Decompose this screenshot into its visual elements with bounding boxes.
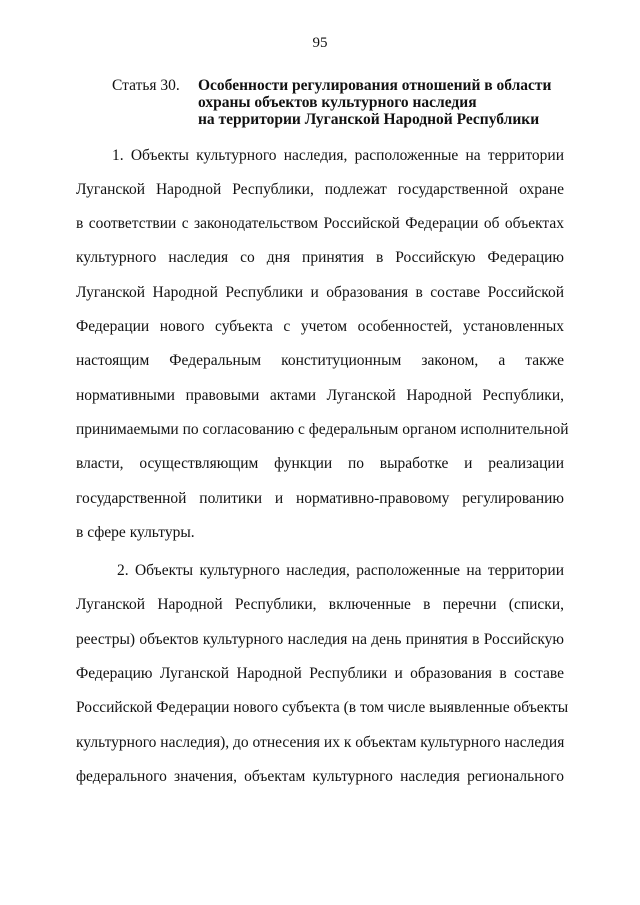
paragraph-1-line: культурного наследия со дня принятия в Российскую Федерацию: [76, 249, 564, 266]
paragraph-1-line: Луганской Народной Республики, подлежат государственной охране: [76, 181, 564, 198]
paragraph-2-line: культурного наследия), до отнесения их к объектам культурного наследия: [76, 734, 565, 751]
paragraph-2-line: Луганской Народной Республики, включенные в перечни (списки,: [76, 596, 564, 613]
paragraph-1-line: принимаемыми по согласованию с федеральным органом исполнительной: [76, 421, 569, 438]
paragraph-2-line: реестры) объектов культурного наследия на день принятия в Российскую: [76, 631, 564, 648]
paragraph-2-line: Российской Федерации нового субъекта (в том числе выявленные объекты: [76, 699, 569, 716]
paragraph-1-line: нормативными правовыми актами Луганской Народной Республики,: [76, 387, 564, 404]
paragraph-1-line: в сфере культуры.: [76, 524, 195, 541]
paragraph-1-line: настоящим Федеральным конституционным законом, а также: [76, 352, 564, 369]
paragraph-2-line: Федерацию Луганской Народной Республики и образования в составе: [76, 665, 564, 682]
page-number: 95: [312, 35, 328, 51]
paragraph-1-line: власти, осуществляющим функции по выработке и реализации: [76, 455, 564, 472]
paragraph-2-line: 2. Объекты культурного наследия, расположенные на территории: [117, 562, 564, 579]
paragraph-2-line: федерального значения, объектам культурного наследия регионального: [76, 768, 564, 785]
article-title-line-2: охраны объектов культурного наследия: [198, 94, 477, 111]
paragraph-1-line: государственной политики и нормативно-правовому регулированию: [76, 490, 564, 507]
paragraph-1-line: 1. Объекты культурного наследия, расположенные на территории: [112, 147, 564, 164]
article-title-line-3: на территории Луганской Народной Республики: [198, 111, 540, 128]
article-title-line-1: Особенности регулирования отношений в области: [198, 77, 552, 94]
paragraph-1-line: Федерации нового субъекта с учетом особенностей, установленных: [76, 318, 564, 335]
paragraph-1-line: в соответствии с законодательством Российской Федерации об объектах: [76, 215, 564, 232]
paragraph-1-line: Луганской Народной Республики и образования в составе Российской: [76, 284, 564, 301]
article-label: Статья 30.: [112, 77, 180, 94]
